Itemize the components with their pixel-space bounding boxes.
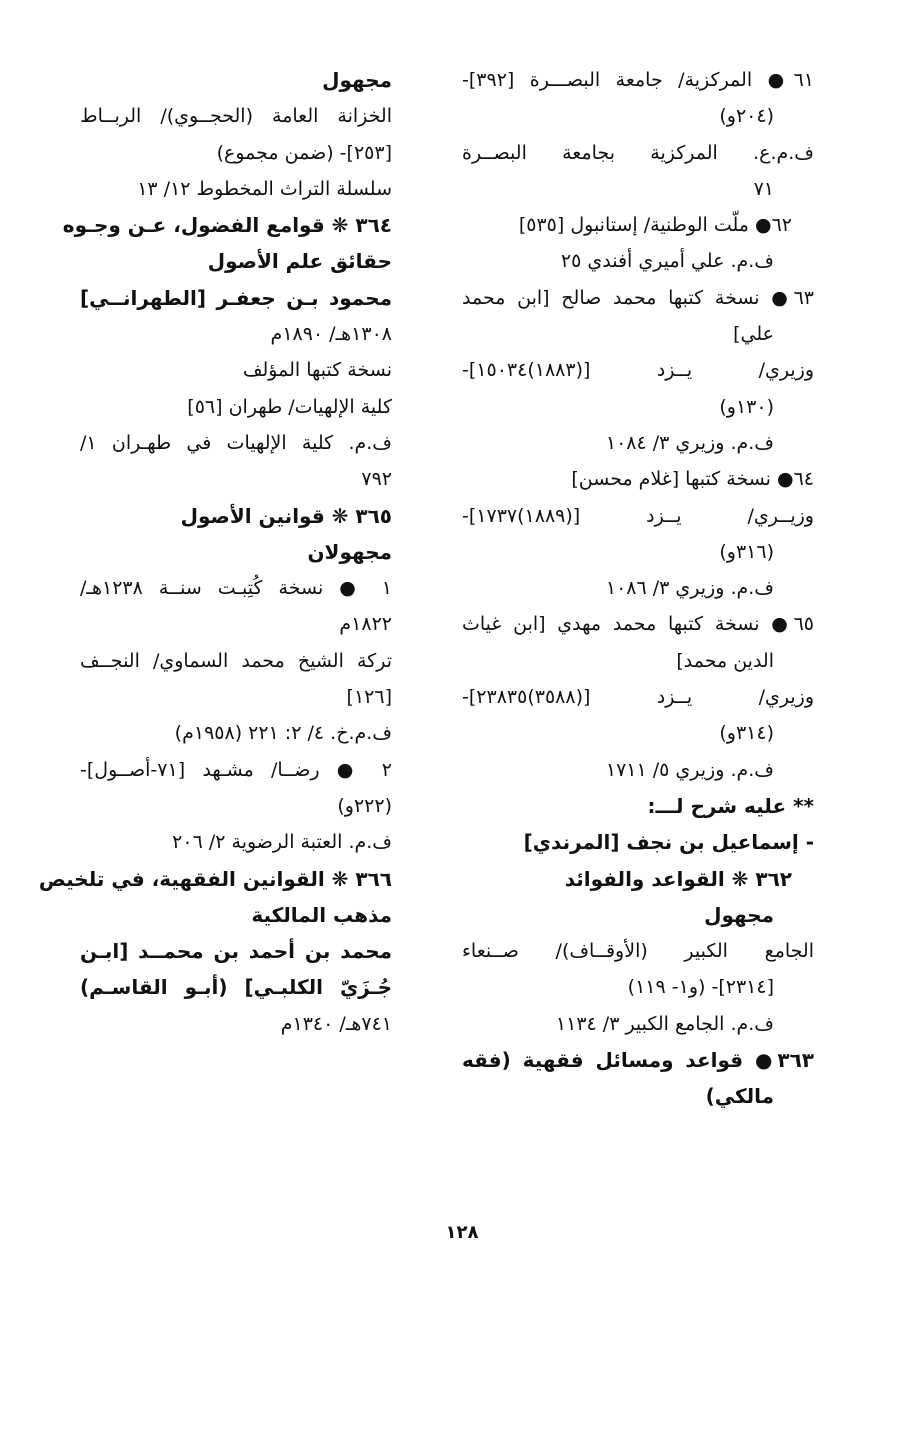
left-column-line: ٣٦٦ ❋ القوانين الفقهية، في تلخيص (38, 866, 392, 891)
left-column-line: نسخة كتبها المؤلف (242, 359, 392, 382)
left-column-line: ف.م. العتبة الرضوية ٢/ ٢٠٦ (172, 831, 392, 854)
left-column (38, 62, 392, 1042)
left-column-line: ٣٦٤ ❋ قوامع الفضول، عـن وجـوه (62, 213, 392, 238)
right-column-line: وزيــري/ يــزد [(١٨٨٩)١٧٣٧]- (462, 504, 814, 527)
left-column-line: ١٣٠٨هـ/ ١٨٩٠م (270, 323, 392, 346)
left-column-line: كلية الإلهيات/ طهران [٥٦] (187, 395, 392, 418)
right-column-line: ف.م. الجامع الكبير ٣/ ١١٣٤ (555, 1012, 774, 1035)
right-column-line: وزيري/ يــزد [(٣٥٨٨)٢٣٨٣٥]- (462, 686, 814, 709)
left-column-line: ف.م. كلية الإلهيات في طهـران ١/ (80, 431, 392, 454)
right-column-line: ف.م. وزيري ٣/ ١٠٨٤ (605, 431, 774, 454)
right-column-line: (١٣٠و) (719, 395, 774, 418)
right-column-line: ٣٦٣● قواعد ومسائل فقهية (فقه (462, 1048, 814, 1073)
left-column-line: سلسلة التراث المخطوط ١٢/ ١٣ (137, 177, 392, 200)
left-column-line: حقائق علم الأصول (207, 249, 392, 274)
right-column-line: مالكي) (705, 1084, 774, 1109)
left-column-line: مجهول (322, 68, 392, 92)
left-column-line: [١٢٦] (346, 686, 392, 709)
left-column-line: ٧٩٢ (361, 468, 392, 491)
right-column-line: ٦٤● نسخة كتبها [غلام محسن] (571, 468, 814, 491)
left-column-line: محمد بن أحمد بن محمــد [ابـن (80, 939, 392, 964)
right-column-line: (٢٠٤و) (719, 105, 774, 128)
left-column-line: [٢٥٣]- (ضمن مجموع) (216, 141, 392, 164)
right-column-line: - إسماعيل بن نجف [المرندي] (523, 830, 814, 855)
left-column-line: تركة الشيخ محمد السماوي/ النجــف (80, 649, 392, 672)
right-column-line: ٦٣● نسخة كتبها محمد صالح [ابن محمد (462, 286, 814, 309)
right-column-line: الجامع الكبير (الأوقــاف)/ صــنعاء (462, 940, 814, 963)
left-column-line: مذهب المالكية (251, 902, 392, 927)
right-column-line: ٧١ (753, 177, 774, 200)
right-column-line: ف.م. وزيري ٣/ ١٠٨٦ (605, 577, 774, 600)
right-column-line: ٦٢● ملّت الوطنية/ إستانبول [٥٣٥] (518, 214, 792, 237)
left-column-line: ف.م.خ. ٤/ ٢: ٢٢١ (١٩٥٨م) (174, 722, 392, 745)
left-column-line: ١٨٢٢م (339, 613, 392, 636)
right-column-line: ف.م.ع. المركزية بجامعة البصــرة (462, 141, 814, 164)
right-column-line: ف.م. وزيري ٥/ ١٧١١ (605, 758, 774, 781)
left-column-line: (٢٢٢و) (337, 794, 392, 817)
right-column-line: (٣١٦و) (719, 540, 774, 563)
right-column (462, 62, 814, 1115)
right-column-line: [٢٣١٤]- (و١- ١١٩) (627, 976, 774, 999)
right-column-line: ٣٦٢ ❋ القواعد والفوائد (564, 866, 792, 891)
left-column-line: ٧٤١هـ/ ١٣٤٠م (280, 1012, 392, 1035)
left-column-line: ١ ● نسخة كُتِبـت سنــة ١٢٣٨هـ/ (80, 577, 392, 600)
right-column-line: مجهول (704, 902, 774, 927)
right-column-line: وزيري/ يــزد [(١٨٨٣)١٥٠٣٤]- (462, 359, 814, 382)
left-column-line: ٣٦٥ ❋ قوانين الأصول (180, 503, 392, 528)
right-column-line: ٦١● المركزية/ جامعة البصـــرة [٣٩٢]- (462, 69, 814, 91)
left-column-line: ٢ ● رضــا/ مشـهد [٧١-أصــول]- (80, 758, 392, 781)
left-column-line: محمود بـن جعفـر [الطهرانــي] (80, 285, 392, 310)
right-column-line: (٣١٤و) (719, 722, 774, 745)
right-column-line: الدين محمد] (676, 649, 774, 672)
right-column-line: ٦٥● نسخة كتبها محمد مهدي [ابن غياث (462, 613, 814, 636)
left-column-line: جُـزَيّ الكلبـي] (أبـو القاسـم) (80, 975, 392, 1000)
right-column-line: ** عليه شرح لـــ: (647, 793, 814, 818)
left-column-line: مجهولان (307, 539, 392, 564)
right-column-line: علي] (733, 323, 774, 346)
right-column-line: ف.م. علي أميري أفندي ٢٥ (560, 250, 774, 273)
left-column-line: الخزانة العامة (الحجــوي)/ الربــاط (80, 105, 392, 128)
page-number: ١٢٨ (445, 1222, 479, 1243)
